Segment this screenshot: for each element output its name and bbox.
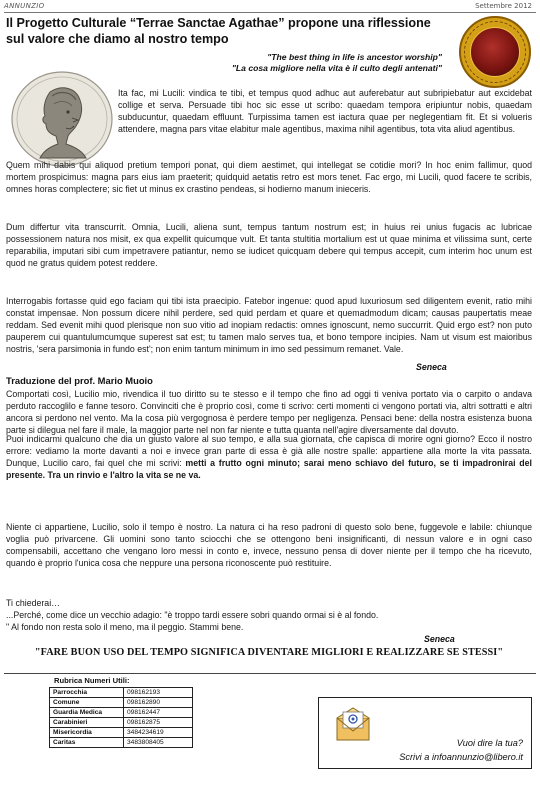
latin-paragraph-3: Dum differtur vita transcurrit. Omnia, Lucili, aliena sunt, tempus tantum nostrum est; in huius rei unius fugacis ac lubricae possessionem natura nos misit, ex qua expellit quicumque vult. Et tanta stultitia mortalium est ut quae minima et vilissima sunt, certe reparabilia, imputari sibi cum impetravere patiantur, nemo se iudicet quicquam debere qui tempus accepit, cum interim hoc unum est quod ne gratus quidem potest reddere. — [6, 222, 532, 268]
envelope-icon — [333, 704, 373, 744]
contact-number: 098162875 — [124, 718, 193, 728]
translation-title: Traduzione del prof. Mario Muoio — [6, 375, 153, 386]
italian-line-2: ...Perché, come dice un vecchio adagio: "è troppo tardi essere sobri quando ormai si è al fondo. — [6, 609, 379, 620]
useful-numbers-row — [50, 738, 193, 748]
contact-name: Parrocchia — [50, 688, 124, 698]
contact-number: 098162890 — [124, 698, 193, 708]
seal-logo-icon — [459, 16, 531, 88]
useful-numbers-row — [50, 688, 193, 698]
contact-name: Carabinieri — [50, 718, 124, 728]
contact-name: Misericordia — [50, 728, 124, 738]
useful-numbers-row — [50, 708, 193, 718]
publication-name: ANNUNZIO — [4, 2, 45, 10]
header-divider — [4, 12, 536, 13]
issue-date: Settembre 2012 — [475, 2, 532, 10]
italian-paragraph-2 — [6, 434, 532, 482]
seneca-portrait-icon — [10, 70, 114, 168]
article-headline: Il Progetto Culturale “Terrae Sanctae Agathae” propone una riflessione sul valore che diamo al nostro tempo — [6, 16, 431, 46]
italian-paragraph-3: Niente ci appartiene, Lucilio, solo il tempo è nostro. La natura ci ha reso padroni di questo solo bene, fuggevole e labile: chiunque voglia può privarcene. Gli uomini sono tanto sciocchi che se ottengono beni insignificanti, di nessun valore e in ogni caso compensabili, accettano che vengano loro messi in conto e, invece, nessuno pensa di dover niente per il tempo che ha ricevuto, quando è proprio l'unica cosa che neppure una persona riconoscente può restituire. — [6, 522, 532, 568]
useful-numbers-title: Rubrica Numeri Utili: — [54, 676, 130, 685]
useful-numbers-row — [50, 728, 193, 738]
italian-paragraph-2-text: Puoi indicarmi qualcuno che dia un giusto valore al suo tempo, e alla sua giornata, che capisca di morire ogni giorno? Ecco il nostro errore: vediamo la morte davanti a noi e invece gran parte di essa è già alle nostre spalle: appartiene alla morte la vita passata. Dunque, Lucilio caro, fai quel che mi scrivi: — [6, 434, 532, 468]
author-signature-2: Seneca — [424, 634, 455, 644]
italian-paragraph-2-bold: metti a frutto ogni minuto; sarai meno schiavo del futuro, se ti impadronirai del presente. Tra un rinvio e l'altro la vita se ne va. — [6, 457, 532, 480]
page-header — [0, 0, 540, 14]
contact-email[interactable]: Scrivi a infoannunzio@libero.it — [399, 752, 523, 762]
author-signature: Seneca — [416, 362, 447, 372]
contact-box — [318, 697, 532, 769]
italian-line-3: " Al fondo non resta solo il meno, ma il peggio. Stammi bene. — [6, 621, 244, 632]
contact-name: Guardia Medica — [50, 708, 124, 718]
useful-numbers — [49, 675, 193, 748]
contact-number: 098162193 — [124, 688, 193, 698]
quote-italian: "La cosa migliore nella vita è il culto degli antenati" — [231, 63, 442, 73]
latin-paragraph-1: Ita fac, mi Lucili: vindica te tibi, et tempus quod adhuc aut auferebatur aut subripiebatur aut excidebat collige et serva. Persuade tibi hoc sic esse ut scribo: quaedam tempora eripiuntur nobis, quaedam subducuntur, quaedam effluunt. Turpissima tamen est iactura quae per neglegentiam fit. Et si volueris attendere, magna pars vitae elabitur male agentibus, maxima nihil agentibus, tota vita aliud agentibus. — [118, 88, 532, 134]
contact-name: Comune — [50, 698, 124, 708]
contact-number: 3483808405 — [124, 738, 193, 748]
footer-divider — [4, 673, 536, 674]
contact-name: Caritas — [50, 738, 124, 748]
contact-number: 3484234619 — [124, 728, 193, 738]
quote-english: "The best thing in life is ancestor worship" — [267, 52, 442, 62]
motto-banner: "FARE BUON USO DEL TEMPO SIGNIFICA DIVENTARE MIGLIORI E REALIZZARE SE STESSI" — [34, 647, 504, 658]
italian-line-1: Ti chiederai… — [6, 598, 60, 608]
contact-question: Vuoi dire la tua? — [456, 738, 523, 748]
useful-numbers-row — [50, 718, 193, 728]
latin-paragraph-2: Quem mihi dabis qui aliquod pretium tempori ponat, qui diem aestimet, qui intellegat se cotidie mori? In hoc enim fallimur, quod mortem prospicimus: magna pars eius iam praeterit; quidquid aetatis retro est mors tenet. Fac ergo, mi Lucili, quod facere te scribis, omnes horas complectere; sic fiet ut minus ex crastino pendeas, si hodierno manum inieceris. — [6, 160, 532, 194]
italian-paragraph-1: Comportati così, Lucilio mio, rivendica il tuo diritto su te stesso e il tempo che fino ad oggi ti veniva portato via o carpito o andava perduto raccoglilo e fanne tesoro. Convinciti che è proprio così, come ti scrivo: certi momenti ci vengono portati via, altri sottratti e altri ancora si perdono nel vento. Ma la cosa più vergognosa è perdere tempo per negligenza. Pensaci bene: della nostra esistenza buona parte si dilegua nel fare il male, la maggior parte nel non far niente e tutta quanta nell'agire diversamente dal dovuto. — [6, 389, 532, 435]
italian-paragraph-4 — [6, 598, 532, 634]
seal-center — [470, 27, 520, 77]
useful-numbers-row — [50, 698, 193, 708]
useful-numbers-table — [49, 687, 193, 748]
contact-number: 098162447 — [124, 708, 193, 718]
latin-paragraph-4: Interrogabis fortasse quid ego faciam qui tibi ista praecipio. Fatebor ingenue: quod apud luxuriosum sed diligentem evenit, ratio mihi constat impensae. Non possum dicere nihil perdere, sed quid perdam et quare et quemadmodum dicam; causas paupertatis meae reddam. Sed evenit mihi quod plerisque non suo vitio ad inopiam redactis: omnes ignoscunt, nemo succurrit. Quid ergo est? non puto pauperem cui quantulumcumque superest sat est; tu tamen malo serves tua, et bono tempore incipies. Nam ut visum est maioribus nostris, 'sera parsimonia in fundo est'; non enim tantum minimum in imo sed pessimum remanet. Vale. — [6, 296, 532, 354]
